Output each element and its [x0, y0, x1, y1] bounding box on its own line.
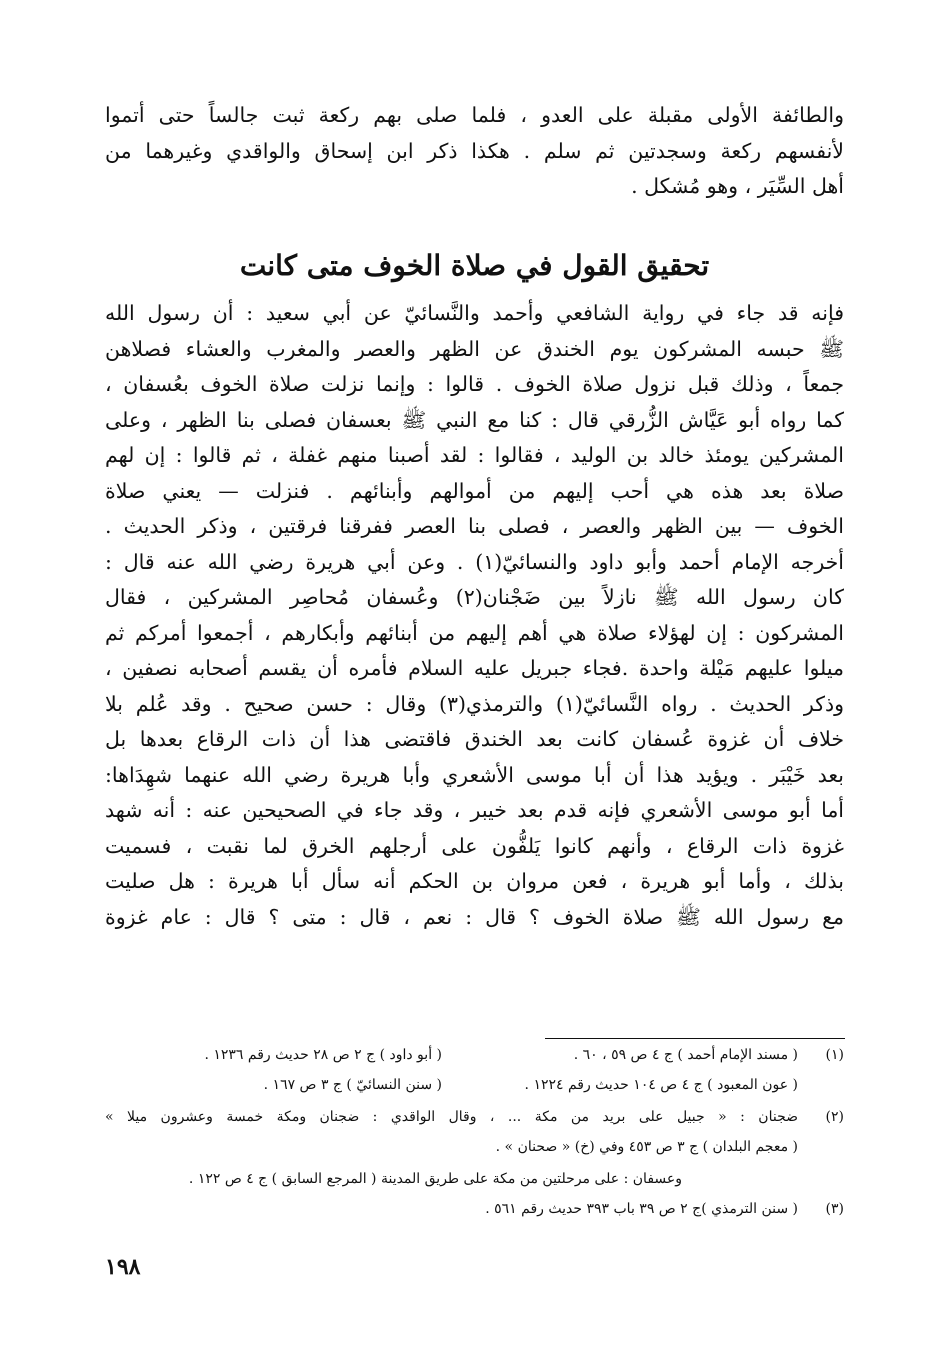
- footnote-citation: ( عون المعبود ) ج ٤ ص ١٠٤ حديث رقم ١٢٢٤ .: [524, 1077, 798, 1093]
- footnote-text: ضجنان : « جبيل على بريد من مكة ... ، وقال الواقدي : ضجنان ومكة خمسة وعشرون ميلا »: [105, 1109, 798, 1125]
- footnote-number: (٣): [825, 1201, 844, 1217]
- text-line: بذلك ، وأما أبو هريرة ، فعن مروان بن الحكم أنه سأل أبا هريرة : هل صليت: [105, 869, 844, 893]
- footnote-2-continued: [105, 1136, 844, 1160]
- text-line: وذكر الحديث . رواه النَّسائيّ(١) والترمذي(٣) وقال : حسن صحيح . وقد عُلم بلا: [105, 691, 844, 716]
- text-line: كان رسول الله ﷺ نازلاً بين ضَجْنان(٢) وعُسفان مُحاصِر المشركين ، فقال: [105, 585, 844, 609]
- footnote-citation: ( سنن النسائيّ ) ج ٣ ص ١٦٧ .: [263, 1077, 442, 1093]
- footnote-citation: ( مسند الإمام أحمد ) ج ٤ ص ٥٩ ، ٦٠ .: [573, 1047, 798, 1063]
- text-line: مع رسول الله ﷺ صلاة الخوف ؟ قال : نعم ، قال : متى ؟ قال : عام غزوة: [105, 904, 844, 929]
- footnote-number: (١): [825, 1047, 844, 1063]
- intro-paragraph: [105, 98, 844, 205]
- text-line: غزوة ذات الرقاع ، وأنهم كانوا يَلفُّون على أرجلهم الخرق لما نقبت ، فسميت: [105, 833, 844, 858]
- text-line: ﷺ حبسه المشركون يوم الخندق عن الظهر والعصر والمغرب والعشاء فصلاهن: [105, 336, 844, 361]
- text-line: أهل السِّيَر ، وهو مُشكل .: [631, 174, 844, 198]
- text-line: جمعاً ، وذلك قبل نزول صلاة الخوف . قالوا : وإنما نزلت صلاة الخوف بعُسفان ،: [105, 372, 844, 396]
- text-line: الخوف — بين الظهر والعصر ، فصلى بنا العصر ففرقنا فرقتين ، وذكر الحديث .: [105, 514, 844, 538]
- footnote-separator: [545, 1038, 845, 1039]
- footnote-citation: ( معجم البلدان ) ج ٣ ص ٤٥٣ وفي (خ) « صحنان » .: [495, 1139, 798, 1155]
- text-line: ميلوا عليهم مَيْلة واحدة .فجاء جبريل عليه السلام فأمره أن يقسم أصحابه نصفين ،: [105, 656, 844, 680]
- body-paragraph: [105, 296, 844, 935]
- footnote-citation: ( سنن الترمذي )ج ٢ ص ٣٩ باب ٣٩٣ حديث رقم ٥٦١ .: [485, 1201, 798, 1217]
- page-number: ١٩٨: [105, 1254, 141, 1280]
- footnote-1-continued: [105, 1074, 844, 1098]
- text-line: والطائفة الأولى مقبلة على العدو ، فلما صلى بهم ركعة ثبت جالساً حتى أتموا: [105, 103, 844, 127]
- footnote-3: [105, 1198, 844, 1222]
- text-line: بعد خَيْبَر . ويؤيد هذا أن أبا موسى الأشعري وأبا هريرة رضي الله عنهما شهِدَاها:: [105, 762, 844, 787]
- text-line: فإنه قد جاء في رواية الشافعي وأحمد والنَّسائيّ عن أبي سعيد : أن رسول الله: [105, 301, 844, 325]
- footnote-citation: ( أبو داود ) ج ٢ ص ٢٨ حديث رقم ١٢٣٦ .: [204, 1047, 442, 1063]
- text-line: المشركون : إن لهؤلاء صلاة هي أهم إليهم من أبنائهم وأبكارهم ، أجمعوا أمركم ثم: [105, 620, 844, 645]
- text-line: لأنفسهم ركعة وسجدتين ثم سلم . هكذا ذكر ابن إسحاق والواقدي وغيرهما من: [105, 138, 844, 163]
- text-line: خلاف أن غزوة عُسفان كانت بعد الخندق فاقتضى هذا أن ذات الرقاع بعدها بل: [105, 727, 844, 751]
- text-line: أما أبو موسى الأشعري فإنه قدم بعد خيبر ، وقد جاء في الصحيحين عنه : أنه شهد: [105, 798, 844, 822]
- text-line: أخرجه الإمام أحمد وأبو داود والنسائيّ(١) . وعن أبي هريرة رضي الله عنه قال :: [105, 549, 844, 574]
- section-heading: تحقيق القول في صلاة الخوف متى كانت: [239, 249, 710, 282]
- text-line: كما رواه أبو عَيَّاش الزُّرقي قال : كنا مع النبي ﷺ بعسفان فصلى بنا الظهر ، وعلى: [105, 407, 844, 432]
- footnote-number: (٢): [825, 1109, 844, 1125]
- footnote-text: وعسفان : على مرحلتين من مكة على طريق المدينة ( المرجع السابق ) ج ٤ ص ١٢٢ .: [188, 1171, 682, 1187]
- footnote-1: [105, 1044, 844, 1068]
- footnote-2-asfan: [105, 1168, 844, 1192]
- text-line: المشركين يومئذ خالد بن الوليد ، فقالوا : لقد أصبنا منهم غفلة ، ثم قالوا : إن لهم: [105, 443, 844, 467]
- text-line: صلاة بعد هذه هي أحب إليهم من أموالهم وأبنائهم . فنزلت — يعني صلاة: [105, 478, 844, 503]
- footnote-2: [105, 1106, 844, 1130]
